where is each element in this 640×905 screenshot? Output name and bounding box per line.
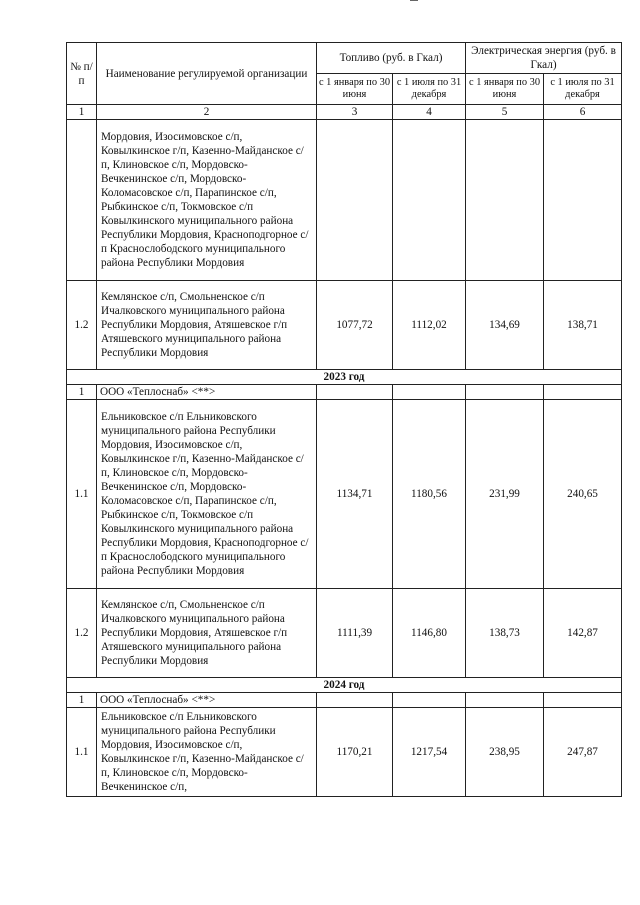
year-heading: 2024 год: [67, 678, 622, 693]
value-cell: 134,69: [466, 281, 544, 370]
value-cell: [466, 693, 544, 708]
value-cell: 240,65: [544, 400, 622, 589]
column-number: 3: [317, 105, 393, 120]
year-row: [67, 678, 622, 693]
table-row: [67, 120, 622, 281]
value-cell: 231,99: [466, 400, 544, 589]
organization-cell: Ельниковское с/п Ельниковского муниципального района Республики Мордовия, Изосимовское с/п, Ковылкинское г/п, Казенно-Майданское с/п, Клиновское с/п, Мордовско-Вечкенинское с/п,: [97, 708, 317, 797]
column-number: 1: [67, 105, 97, 120]
organization-cell: Кемлянское с/п, Смольненское с/п Ичалковского муниципального района Республики Мордовия, Атяшевское г/п Атяшевского муниципального района Республики Мордовия: [97, 281, 317, 370]
header-fuel-h1: с 1 января по 30 июня: [317, 74, 393, 105]
value-cell: [317, 385, 393, 400]
table-row: [67, 281, 622, 370]
table-row: [67, 589, 622, 678]
value-cell: 142,87: [544, 589, 622, 678]
header-organization: Наименование регулируемой организации: [97, 43, 317, 105]
header-fuel: Топливо (руб. в Гкал): [317, 43, 466, 74]
value-cell: 1111,39: [317, 589, 393, 678]
company-name: ООО «Теплоснаб» <**>: [97, 693, 317, 708]
value-cell: 1146,80: [393, 589, 466, 678]
column-number: 6: [544, 105, 622, 120]
value-cell: [466, 120, 544, 281]
company-row: [67, 693, 622, 708]
value-cell: 1217,54: [393, 708, 466, 797]
row-number: 1: [67, 385, 97, 400]
value-cell: 238,95: [466, 708, 544, 797]
value-cell: [393, 693, 466, 708]
row-number: 1.2: [67, 589, 97, 678]
value-cell: 1134,71: [317, 400, 393, 589]
value-cell: [393, 385, 466, 400]
value-cell: 1112,02: [393, 281, 466, 370]
value-cell: 138,71: [544, 281, 622, 370]
header-electricity-h1: с 1 января по 30 июня: [466, 74, 544, 105]
column-numbers-row: [67, 105, 622, 120]
organization-cell: Кемлянское с/п, Смольненское с/п Ичалковского муниципального района Республики Мордовия, Атяшевское г/п Атяшевского муниципального района Республики Мордовия: [97, 589, 317, 678]
header-electricity-h2: с 1 июля по 31 декабря: [544, 74, 622, 105]
organization-cell: Ельниковское с/п Ельниковского муниципального района Республики Мордовия, Изосимовское с/п, Ковылкинское г/п, Казенно-Майданское с/п, Клиновское с/п, Мордовско-Вечкенинское с/п, Мордовско-Коломасовское с/п, Парапинское с/п, Рыбкинское с/п, Токмовское с/п Ковылкинского муниципального района Республики Мордовия, Красноподгорное с/п Краснослободского муниципального района Республики Мордовия: [97, 400, 317, 589]
column-number: 5: [466, 105, 544, 120]
column-number: 2: [97, 105, 317, 120]
value-cell: [544, 385, 622, 400]
value-cell: [544, 120, 622, 281]
value-cell: [317, 120, 393, 281]
company-row: [67, 385, 622, 400]
year-heading: 2023 год: [67, 370, 622, 385]
value-cell: 1180,56: [393, 400, 466, 589]
row-number: 1.1: [67, 708, 97, 797]
row-number: 1.2: [67, 281, 97, 370]
value-cell: 1077,72: [317, 281, 393, 370]
row-number: [67, 120, 97, 281]
year-row: [67, 370, 622, 385]
header-number: № п/п: [67, 43, 97, 105]
value-cell: 138,73: [466, 589, 544, 678]
table-row: [67, 400, 622, 589]
value-cell: [317, 693, 393, 708]
page-top-mark: [410, 0, 418, 4]
row-number: 1.1: [67, 400, 97, 589]
row-number: 1: [67, 693, 97, 708]
header-electricity: Электрическая энергия (руб. в Гкал): [466, 43, 622, 74]
value-cell: 1170,21: [317, 708, 393, 797]
header-row-1: [67, 43, 622, 74]
company-name: ООО «Теплоснаб» <**>: [97, 385, 317, 400]
column-number: 4: [393, 105, 466, 120]
value-cell: [393, 120, 466, 281]
table-row: [67, 708, 622, 797]
value-cell: 247,87: [544, 708, 622, 797]
header-fuel-h2: с 1 июля по 31 декабря: [393, 74, 466, 105]
organization-cell: Мордовия, Изосимовское с/п, Ковылкинское г/п, Казенно-Майданское с/п, Клиновское с/п, Мордовско-Вечкенинское с/п, Мордовско-Коломасовское с/п, Парапинское с/п, Рыбкинское с/п, Токмовское с/п Ковылкинского муниципального района Республики Мордовия, Красноподгорное с/п Краснослободского муниципального района Республики Мордовия: [97, 120, 317, 281]
value-cell: [466, 385, 544, 400]
tariff-table: [66, 42, 622, 797]
value-cell: [544, 693, 622, 708]
